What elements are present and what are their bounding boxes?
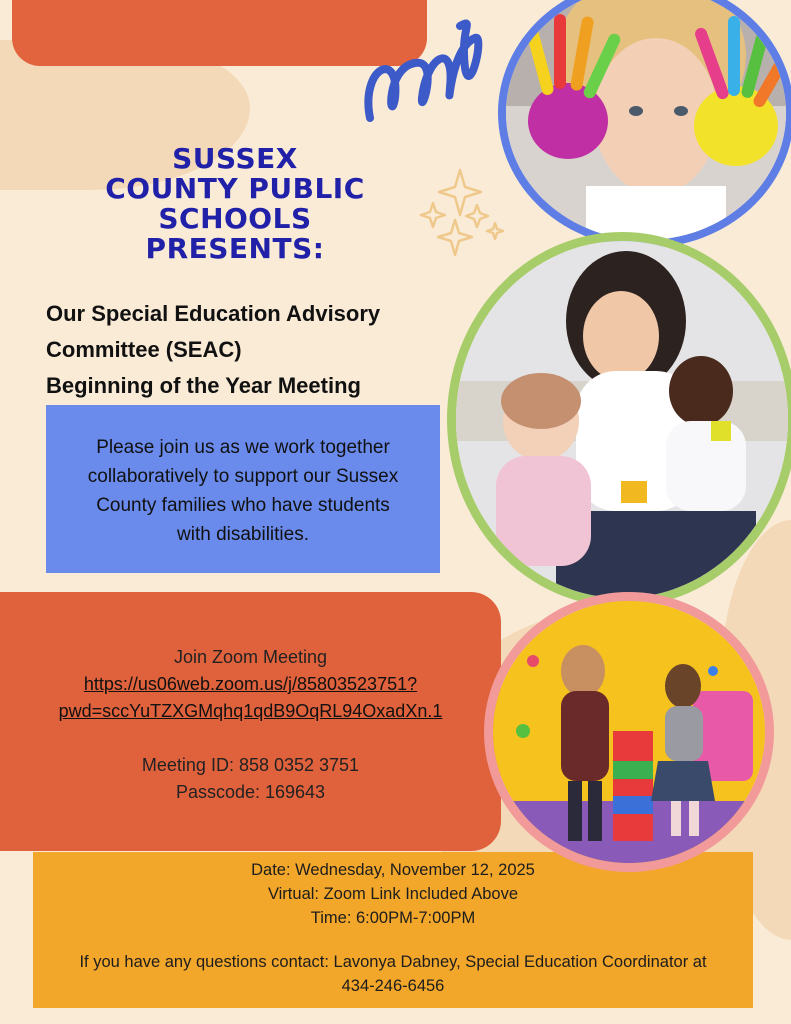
title-line-3: SCHOOLS [158, 202, 312, 235]
event-date: Date: Wednesday, November 12, 2025 [251, 861, 535, 879]
subtitle-line-3: Beginning of the Year Meeting [46, 373, 361, 398]
squiggle-decoration-icon [360, 8, 490, 138]
passcode: Passcode: 169643 [175, 782, 326, 802]
meeting-id: Meeting ID: 858 0352 3751 [141, 755, 360, 775]
zoom-info-text [0, 644, 501, 806]
invitation-line-2: collaboratively to support our Sussex [87, 466, 399, 487]
invitation-text [54, 433, 432, 549]
invitation-line-3: County families who have students [96, 495, 390, 516]
zoom-info-box [0, 592, 501, 851]
photo-painted-hands-child [498, 0, 791, 248]
title-line-1: SUSSEX [172, 142, 298, 175]
zoom-link-line-1[interactable]: https://us06web.zoom.us/j/85803523751? [83, 674, 418, 694]
event-title [90, 144, 380, 264]
zoom-spacer [0, 725, 501, 752]
zoom-meeting-link[interactable] [0, 671, 501, 725]
details-spacer [33, 930, 753, 950]
invitation-line-1: Please join us as we work together [96, 437, 390, 458]
event-virtual: Virtual: Zoom Link Included Above [267, 885, 519, 903]
event-details-text [33, 858, 753, 998]
zoom-heading: Join Zoom Meeting [173, 647, 328, 667]
event-time: Time: 6:00PM-7:00PM [310, 909, 476, 927]
contact-line-1: If you have any questions contact: Lavonya Dabney, Special Education Coordinator at [79, 953, 707, 971]
event-details-box [33, 852, 753, 1008]
subtitle-line-1: Our Special Education Advisory [46, 301, 381, 326]
sparkle-stars-icon [415, 165, 510, 260]
contact-phone: 434-246-6456 [341, 977, 445, 995]
photo-children-playing-blocks [484, 592, 774, 872]
subtitle-line-2: Committee (SEAC) [46, 337, 242, 362]
invitation-line-4: with disabilities. [177, 524, 309, 545]
zoom-link-line-2[interactable]: pwd=sccYuTZXGMqhq1qdB9OqRL94OxadXn.1 [58, 701, 443, 721]
title-line-4: PRESENTS: [145, 232, 325, 265]
title-line-2: COUNTY PUBLIC [105, 172, 365, 205]
meeting-subtitle [46, 296, 446, 404]
photo-woman-with-babies [447, 232, 791, 607]
invitation-box [46, 405, 440, 573]
